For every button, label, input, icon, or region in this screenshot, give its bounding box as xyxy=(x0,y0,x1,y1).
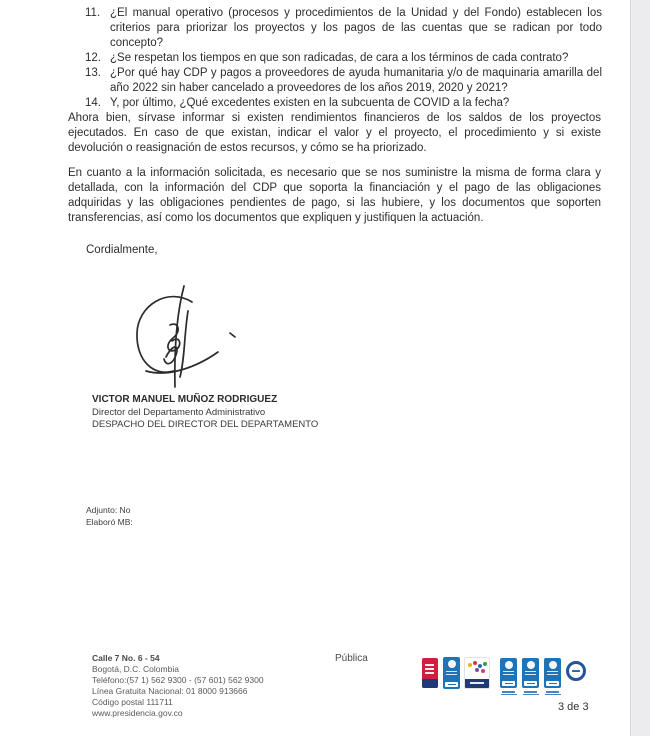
question-text: ¿Por qué hay CDP y pagos a proveedores de ayuda humanitaria y/o de maquinaria amarilla del año 2022 sin haber cancelado a proveedores de los años 2019, 2020 y 2021? xyxy=(110,67,602,94)
red-certification-badge-icon xyxy=(422,658,438,688)
signer-name: VICTOR MANUEL MUÑOZ RODRIGUEZ xyxy=(92,394,278,405)
blue-certification-badge-icon xyxy=(443,657,460,689)
website-url: www.presidencia.gov.co xyxy=(92,708,183,718)
closing-salutation: Cordialmente, xyxy=(86,244,158,256)
page-edge-strip xyxy=(630,0,650,736)
address-line: Teléfono:(57 1) 562 9300 - (57 601) 562 9300 xyxy=(92,675,264,685)
question-item xyxy=(85,96,602,111)
badge-caption xyxy=(522,690,539,695)
page-number: 3 de 3 xyxy=(558,701,589,713)
blue-certification-badge-icon xyxy=(500,658,517,688)
badge-caption xyxy=(544,690,561,695)
question-text: ¿El manual operativo (procesos y procedimientos de la Unidad y del Fondo) establecen los criterios para priorizar los proyectos y los pagos de las cuentas que se radican por todo concepto? xyxy=(110,7,602,49)
signature-image xyxy=(122,281,240,398)
body-paragraph: En cuanto a la información solicitada, es necesario que se nos suministre la misma de forma clara y detallada, con la información del CDP que soporta la financiación y el pago de las obligaciones adquiridas y las obligaciones pendientes de pago, si las hubiere, y los documentos que soporten transferencias, así como los documentos que expliquen y justifiquen la actuación. xyxy=(68,167,601,224)
certification-badges xyxy=(422,657,592,702)
footer-address xyxy=(92,653,264,719)
blue-certification-badge-icon xyxy=(544,658,561,688)
body-paragraph: Ahora bien, sírvase informar si existen rendimientos financieros de los saldos de los proyectos ejecutados. En caso de que existan, indicar el valor y el proyecto, el procedimiento y si existe devolución o reasignación de estos recursos, y cómo se ha priorizado. xyxy=(68,112,601,154)
question-text: Y, por último, ¿Qué excedentes existen en la subcuenta de COVID a la fecha? xyxy=(110,97,510,109)
address-line: Código postal 111711 xyxy=(92,697,173,707)
signer-office: DESPACHO DEL DIRECTOR DEL DEPARTAMENTO xyxy=(92,419,319,430)
question-list xyxy=(85,6,602,111)
address-line: Bogotá, D.C. Colombia xyxy=(92,664,179,674)
signer-block xyxy=(92,394,318,432)
document-notes xyxy=(86,505,133,528)
address-line: Calle 7 No. 6 - 54 xyxy=(92,653,160,663)
address-line: Línea Gratuita Nacional: 01 8000 913666 xyxy=(92,686,248,696)
question-number: 14. xyxy=(85,97,101,109)
question-number: 13. xyxy=(85,67,101,79)
circular-certification-seal-icon xyxy=(566,661,586,681)
badge-caption xyxy=(500,690,517,695)
question-item xyxy=(85,51,602,66)
question-text: ¿Se respetan los tiempos en que son radicadas, de cara a los términos de cada contrato? xyxy=(110,52,569,64)
blue-certification-badge-icon xyxy=(522,658,539,688)
question-item xyxy=(85,6,602,51)
multicolor-certification-badge-icon xyxy=(464,657,490,689)
signer-title: Director del Departamento Administrativo xyxy=(92,406,266,418)
question-number: 12. xyxy=(85,52,101,64)
classification-label: Pública xyxy=(335,653,368,664)
attachment-note: Adjunto: No xyxy=(86,505,131,515)
question-number: 11. xyxy=(85,7,101,19)
question-item xyxy=(85,66,602,96)
prepared-by-note: Elaboró MB: xyxy=(86,516,133,527)
